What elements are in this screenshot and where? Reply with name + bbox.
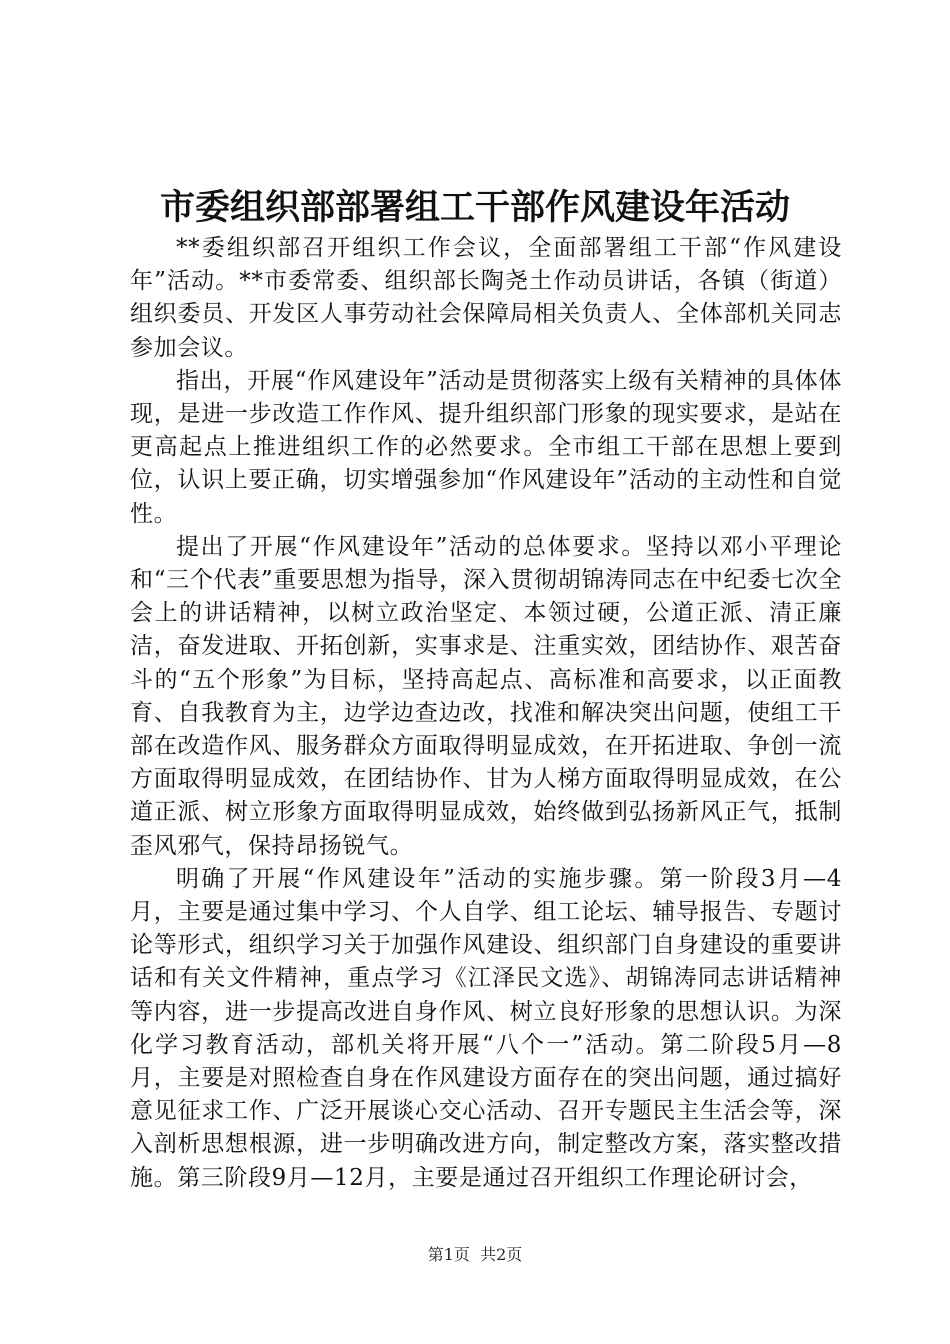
paragraph-1: **委组织部召开组织工作会议，全面部署组工干部“作风建设年”活动。**市委常委、组织部长陶尧土作动员讲话，各镇（街道）组织委员、开发区人事劳动社会保障局相关负责人、全体部机关同志参加会议。 <box>130 235 842 361</box>
paragraph-2: 指出，开展“作风建设年”活动是贯彻落实上级有关精神的具体体现，是进一步改造工作作风、提升组织部门形象的现实要求，是站在更高起点上推进组织工作的必然要求。全市组工干部在思想上要到位，认识上要正确，切实增强参加“作风建设年”活动的主动性和自觉性。 <box>130 367 842 527</box>
paragraph-3: 提出了开展“作风建设年”活动的总体要求。坚持以邓小平理论和“三个代表”重要思想为指导，深入贯彻胡锦涛同志在中纪委七次全会上的讲话精神，以树立政治坚定、本领过硬，公道正派、清正廉洁，奋发进取、开拓创新，实事求是、注重实效，团结协作、艰苦奋斗的“五个形象”为目标，坚持高起点、高标准和高要求，以正面教育、自我教育为主，边学边查边改，找准和解决突出问题，使组工干部在改造作风、服务群众方面取得明显成效，在开拓进取、争创一流方面取得明显成效，在团结协作、甘为人梯方面取得明显成效，在公道正派、树立形象方面取得明显成效，始终做到弘扬新风正气，抵制歪风邪气，保持昂扬锐气。 <box>130 533 842 859</box>
document-title: 市委组织部部署组工干部作风建设年活动 <box>159 188 790 228</box>
paragraph-4: 明确了开展“作风建设年”活动的实施步骤。第一阶段3月—4月，主要是通过集中学习、个人自学、组工论坛、辅导报告、专题讨论等形式，组织学习关于加强作风建设、组织部门自身建设的重要讲话和有关文件精神，重点学习《江泽民文选》、胡锦涛同志讲话精神等内容，进一步提高改进自身作风、树立良好形象的思想认识。为深化学习教育活动，部机关将开展“八个一”活动。第二阶段5月—8月，主要是对照检查自身在作风建设方面存在的突出问题，通过搞好意见征求工作、广泛开展谈心交心活动、召开专题民主生活会等，深入剖析思想根源，进一步明确改进方向，制定整改方案，落实整改措施。第三阶段9月—12月，主要是通过召开组织工作理论研讨会， <box>130 865 842 1191</box>
document-body <box>130 232 842 1195</box>
page-footer <box>0 1244 950 1266</box>
page-number-label: 第1页 共2页 <box>427 1245 523 1264</box>
